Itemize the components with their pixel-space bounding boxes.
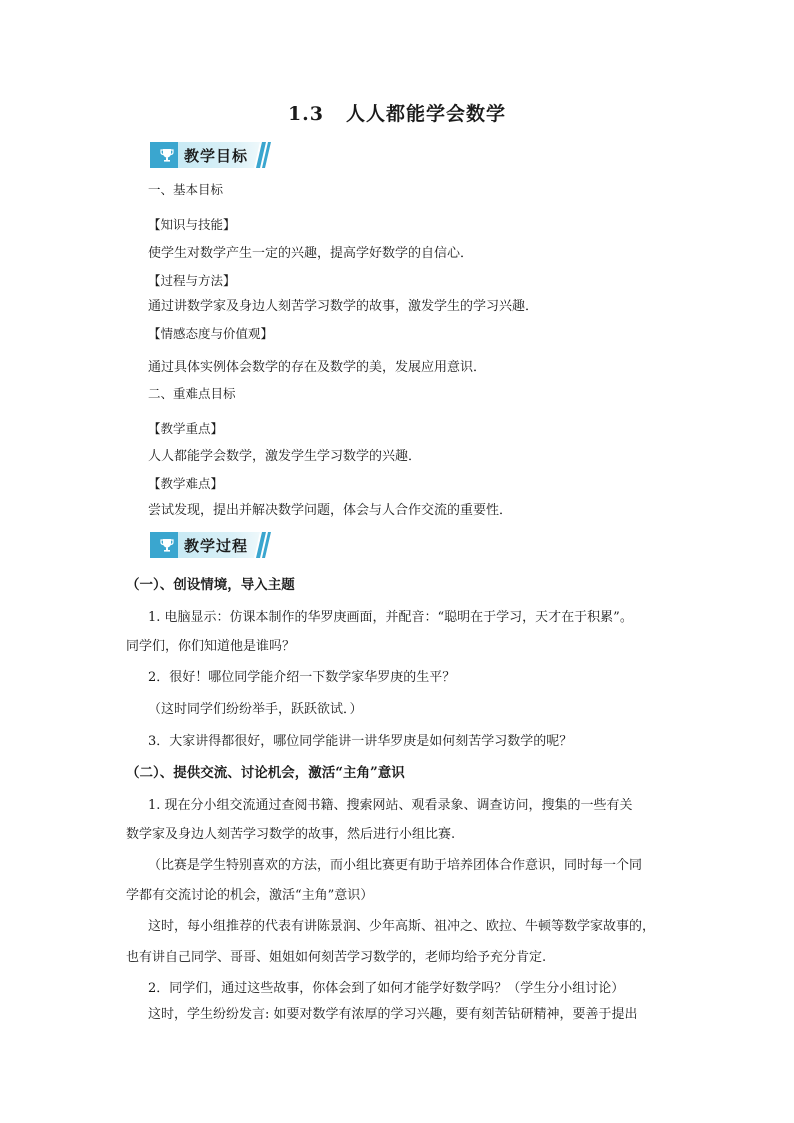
title-text: 人人都能学会数学 bbox=[346, 103, 507, 125]
difficulty-text: 尝试发现，提出并解决数学问题，体会与人合作交流的重要性． bbox=[148, 503, 513, 518]
trophy-icon bbox=[159, 147, 175, 163]
attitude-text: 通过具体实例体会数学的存在及数学的美，发展应用意识． bbox=[148, 360, 487, 375]
section-two-paragraph-2a: （比赛是学生特别喜欢的方法，而小组比赛更有助于培养团体合作意识，同时每一个同 bbox=[148, 858, 643, 873]
knowledge-text: 使学生对数学产生一定的兴趣，提高学好数学的自信心． bbox=[148, 246, 474, 261]
difficulty-heading: 【教学难点】 bbox=[148, 476, 224, 491]
section-one-paragraph-3: （这时同学们纷纷举手，跃跃欲试．） bbox=[148, 702, 363, 717]
section-two-paragraph-1b: 数学家及身边人刻苦学习数学的故事，然后进行小组比赛. bbox=[126, 827, 456, 842]
basic-objectives-heading: 一、基本目标 bbox=[148, 182, 224, 197]
section-two-title: （二）、提供交流、讨论机会，激活“主角”意识 bbox=[126, 765, 405, 781]
objectives-banner-label: 教学目标 bbox=[184, 147, 249, 165]
section-one-paragraph-1b: 同学们，你们知道他是谁吗？ bbox=[126, 639, 296, 654]
knowledge-heading: 【知识与技能】 bbox=[148, 217, 236, 232]
section-one-title: （一）、创设情境，导入主题 bbox=[126, 577, 295, 593]
process-banner bbox=[150, 532, 276, 558]
section-two-paragraph-5: 这时，学生纷纷发言: 如要对数学有浓厚的学习兴趣，要有刻苦钻研精神，要善于提出 bbox=[148, 1007, 638, 1022]
method-heading: 【过程与方法】 bbox=[148, 273, 236, 288]
objectives-banner bbox=[150, 142, 276, 168]
page-title bbox=[0, 99, 794, 126]
focus-text: 人人都能学会数学，激发学生学习数学的兴趣． bbox=[148, 449, 422, 464]
section-two-paragraph-2b: 学都有交流讨论的机会，激活“主角”意识） bbox=[126, 888, 374, 903]
section-number: 1.3 bbox=[287, 103, 325, 125]
section-one-paragraph-2: 2．很好！哪位同学能介绍一下数学家华罗庚的生平？ bbox=[148, 670, 456, 685]
method-text: 通过讲数学家及身边人刻苦学习数学的故事，激发学生的学习兴趣． bbox=[148, 299, 539, 314]
section-two-paragraph-3b: 也有讲自己同学、哥哥、姐姐如何刻苦学习数学的，老师均给予充分肯定. bbox=[126, 950, 547, 965]
key-objectives-heading: 二、重难点目标 bbox=[148, 386, 236, 401]
section-two-paragraph-3a: 这时，每小组推荐的代表有讲陈景润、少年高斯、祖冲之、欧拉、牛顿等数学家故事的， bbox=[148, 919, 656, 934]
process-banner-label: 教学过程 bbox=[184, 537, 249, 555]
section-one-paragraph-1a: 1. 电脑显示：仿课本制作的华罗庚画面，并配音：“聪明在于学习，天才在于积累”。 bbox=[148, 610, 633, 625]
section-two-paragraph-1a: 1. 现在分小组交流通过查阅书籍、搜索网站、观看录象、调查访问，搜集的一些有关 bbox=[148, 798, 633, 813]
section-one-paragraph-4: 3．大家讲得都很好，哪位同学能讲一讲华罗庚是如何刻苦学习数学的呢？ bbox=[148, 734, 573, 749]
trophy-icon bbox=[159, 537, 175, 553]
focus-heading: 【教学重点】 bbox=[148, 421, 224, 436]
section-two-paragraph-4: 2．同学们，通过这些故事，你体会到了如何才能学好数学吗？（学生分小组讨论） bbox=[148, 981, 625, 996]
attitude-heading: 【情感态度与价值观】 bbox=[148, 326, 274, 341]
